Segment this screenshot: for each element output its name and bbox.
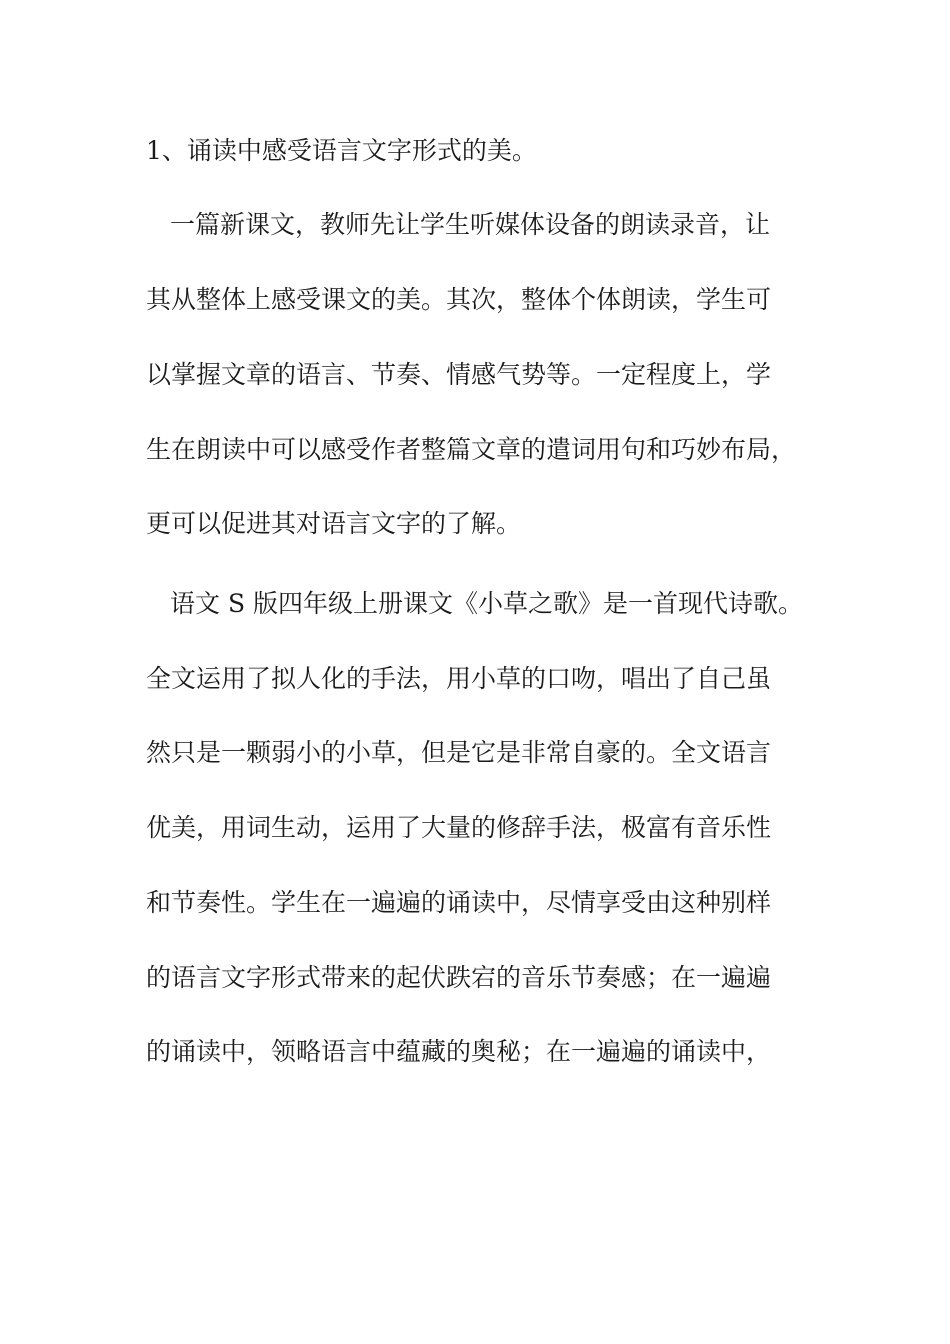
paragraph-2-line-2: 全文运用了拟人化的手法，用小草的口吻，唱出了自己虽 — [146, 664, 772, 693]
paragraph-1-line-3: 以掌握文章的语言、节奏、情感气势等。一定程度上，学 — [146, 360, 772, 389]
paragraph-2-line-4: 优美，用词生动，运用了大量的修辞手法，极富有音乐性 — [146, 813, 772, 842]
paragraph-1-line-5: 更可以促进其对语言文字的了解。 — [146, 509, 522, 538]
paragraph-2-line-1: 语文 S 版四年级上册课文《小草之歌》是一首现代诗歌。 — [170, 589, 804, 618]
paragraph-1-line-2: 其从整体上感受课文的美。其次，整体个体朗读，学生可 — [146, 285, 772, 314]
paragraph-2-line-5: 和节奏性。学生在一遍遍的诵读中，尽情享受由这种别样 — [146, 888, 772, 917]
paragraph-2-line-6: 的语言文字形式带来的起伏跌宕的音乐节奏感；在一遍遍 — [146, 963, 772, 992]
paragraph-1-line-4: 生在朗读中可以感受作者整篇文章的遣词用句和巧妙布局， — [146, 435, 797, 464]
paragraph-1-line-1: 一篇新课文，教师先让学生听媒体设备的朗读录音，让 — [170, 210, 771, 239]
paragraph-2-line-3: 然只是一颗弱小的小草，但是它是非常自豪的。全文语言 — [146, 738, 772, 767]
section-heading: 1、诵读中感受语言文字形式的美。 — [146, 136, 537, 165]
paragraph-2-line-7: 的诵读中，领略语言中蕴藏的奥秘；在一遍遍的诵读中， — [146, 1037, 772, 1066]
